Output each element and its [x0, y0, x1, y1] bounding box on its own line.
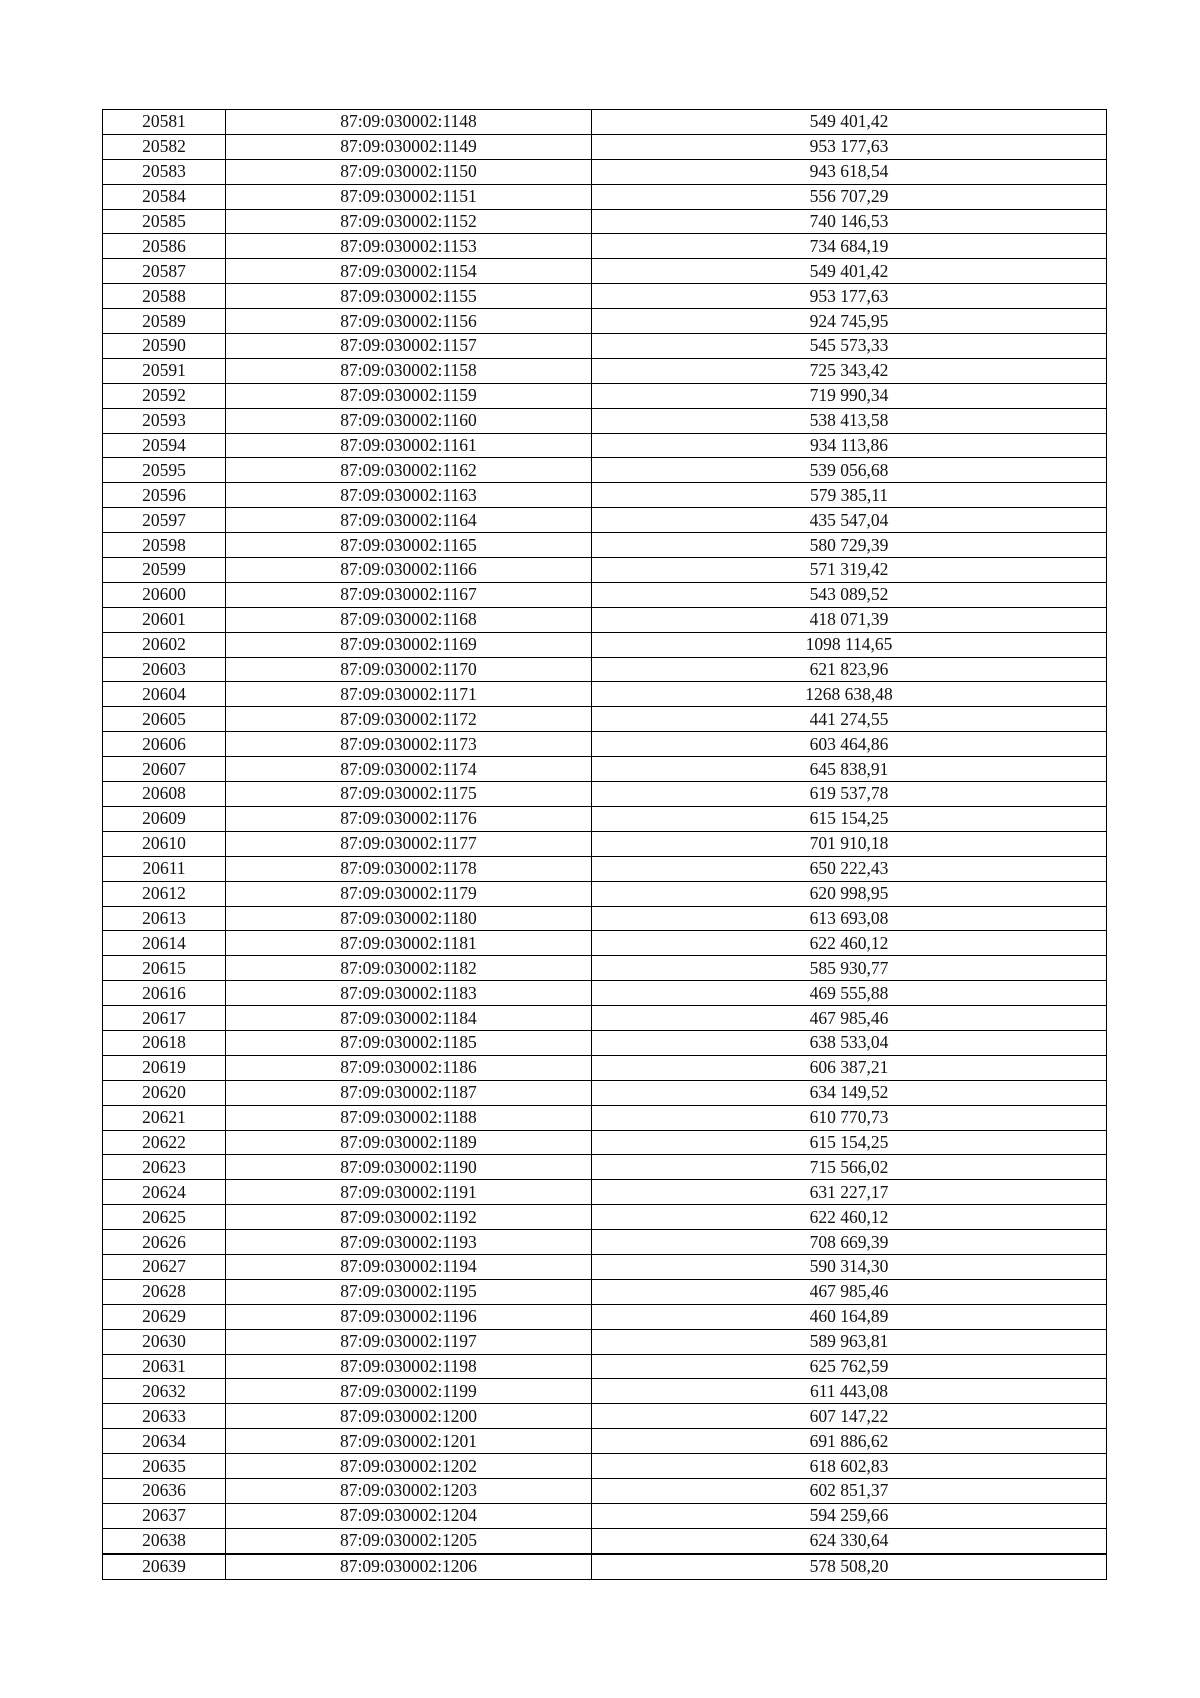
table-row — [103, 1030, 1107, 1055]
cadastral-value-cell: 953 177,63 — [592, 134, 1107, 159]
row-number-cell: 20600 — [103, 582, 226, 607]
cadastral-number-cell: 87:09:030002:1177 — [226, 831, 592, 856]
cadastral-value-cell: 615 154,25 — [592, 1130, 1107, 1155]
table-row — [103, 533, 1107, 558]
cadastral-value-cell: 467 985,46 — [592, 1006, 1107, 1031]
cadastral-value-cell: 943 618,54 — [592, 159, 1107, 184]
row-number-cell: 20618 — [103, 1030, 226, 1055]
cadastral-number-cell: 87:09:030002:1156 — [226, 309, 592, 334]
cadastral-number-cell: 87:09:030002:1175 — [226, 782, 592, 807]
cadastral-number-cell: 87:09:030002:1148 — [226, 110, 592, 135]
table-row — [103, 1354, 1107, 1379]
cadastral-value-cell: 611 443,08 — [592, 1379, 1107, 1404]
cadastral-number-cell: 87:09:030002:1203 — [226, 1478, 592, 1503]
table-row — [103, 981, 1107, 1006]
table-row — [103, 309, 1107, 334]
cadastral-value-cell: 619 537,78 — [592, 782, 1107, 807]
cadastral-value-cell: 621 823,96 — [592, 657, 1107, 682]
cadastral-value-cell: 578 508,20 — [592, 1554, 1107, 1579]
row-number-cell: 20615 — [103, 956, 226, 981]
cadastral-number-cell: 87:09:030002:1164 — [226, 508, 592, 533]
table-row — [103, 856, 1107, 881]
row-number-cell: 20584 — [103, 184, 226, 209]
cadastral-value-cell: 691 886,62 — [592, 1429, 1107, 1454]
cadastral-value-cell: 418 071,39 — [592, 607, 1107, 632]
cadastral-value-cell: 580 729,39 — [592, 533, 1107, 558]
row-number-cell: 20628 — [103, 1279, 226, 1304]
table-row — [103, 1130, 1107, 1155]
row-number-cell: 20630 — [103, 1329, 226, 1354]
table-row — [103, 134, 1107, 159]
table-row — [103, 408, 1107, 433]
cadastral-value-cell: 719 990,34 — [592, 383, 1107, 408]
cadastral-value-cell: 435 547,04 — [592, 508, 1107, 533]
row-number-cell: 20634 — [103, 1429, 226, 1454]
cadastral-value-cell: 645 838,91 — [592, 757, 1107, 782]
table-row — [103, 358, 1107, 383]
cadastral-value-cell: 624 330,64 — [592, 1528, 1107, 1553]
cadastral-number-cell: 87:09:030002:1157 — [226, 334, 592, 359]
row-number-cell: 20583 — [103, 159, 226, 184]
cadastral-value-cell: 701 910,18 — [592, 831, 1107, 856]
cadastral-number-cell: 87:09:030002:1199 — [226, 1379, 592, 1404]
table-row — [103, 1180, 1107, 1205]
table-row — [103, 1503, 1107, 1528]
cadastral-value-cell: 1098 114,65 — [592, 632, 1107, 657]
cadastral-value-cell: 734 684,19 — [592, 234, 1107, 259]
table-row — [103, 1205, 1107, 1230]
cadastral-value-cell: 545 573,33 — [592, 334, 1107, 359]
cadastral-value-cell: 590 314,30 — [592, 1254, 1107, 1279]
table-row — [103, 110, 1107, 135]
table-row — [103, 1155, 1107, 1180]
table-row — [103, 1528, 1107, 1553]
cadastral-number-cell: 87:09:030002:1171 — [226, 682, 592, 707]
cadastral-value-cell: 467 985,46 — [592, 1279, 1107, 1304]
cadastral-number-cell: 87:09:030002:1198 — [226, 1354, 592, 1379]
table-row — [103, 931, 1107, 956]
cadastral-number-cell: 87:09:030002:1159 — [226, 383, 592, 408]
row-number-cell: 20598 — [103, 533, 226, 558]
cadastral-number-cell: 87:09:030002:1174 — [226, 757, 592, 782]
cadastral-value-cell: 740 146,53 — [592, 209, 1107, 234]
cadastral-number-cell: 87:09:030002:1202 — [226, 1454, 592, 1479]
cadastral-value-cell: 631 227,17 — [592, 1180, 1107, 1205]
cadastral-value-cell: 579 385,11 — [592, 483, 1107, 508]
cadastral-number-cell: 87:09:030002:1154 — [226, 259, 592, 284]
cadastral-number-cell: 87:09:030002:1176 — [226, 806, 592, 831]
table-row — [103, 259, 1107, 284]
cadastral-number-cell: 87:09:030002:1168 — [226, 607, 592, 632]
cadastral-number-cell: 87:09:030002:1180 — [226, 906, 592, 931]
cadastral-value-cell: 539 056,68 — [592, 458, 1107, 483]
cadastral-number-cell: 87:09:030002:1182 — [226, 956, 592, 981]
cadastral-value-cell: 607 147,22 — [592, 1404, 1107, 1429]
row-number-cell: 20619 — [103, 1055, 226, 1080]
cadastral-number-cell: 87:09:030002:1183 — [226, 981, 592, 1006]
table-row — [103, 1478, 1107, 1503]
cadastral-value-cell: 1268 638,48 — [592, 682, 1107, 707]
row-number-cell: 20621 — [103, 1105, 226, 1130]
table-row — [103, 707, 1107, 732]
row-number-cell: 20595 — [103, 458, 226, 483]
cadastral-value-cell: 622 460,12 — [592, 1205, 1107, 1230]
table-row — [103, 1230, 1107, 1255]
cadastral-value-cell: 538 413,58 — [592, 408, 1107, 433]
row-number-cell: 20610 — [103, 831, 226, 856]
cadastral-value-cell: 934 113,86 — [592, 433, 1107, 458]
cadastral-value-cell: 441 274,55 — [592, 707, 1107, 732]
row-number-cell: 20593 — [103, 408, 226, 433]
cadastral-value-cell: 594 259,66 — [592, 1503, 1107, 1528]
row-number-cell: 20609 — [103, 806, 226, 831]
cadastral-number-cell: 87:09:030002:1197 — [226, 1329, 592, 1354]
table-row — [103, 732, 1107, 757]
cadastral-number-cell: 87:09:030002:1192 — [226, 1205, 592, 1230]
cadastral-value-cell: 610 770,73 — [592, 1105, 1107, 1130]
cadastral-number-cell: 87:09:030002:1163 — [226, 483, 592, 508]
row-number-cell: 20607 — [103, 757, 226, 782]
row-number-cell: 20597 — [103, 508, 226, 533]
cadastral-number-cell: 87:09:030002:1155 — [226, 284, 592, 309]
table-row — [103, 657, 1107, 682]
row-number-cell: 20589 — [103, 309, 226, 334]
cadastral-value-cell: 606 387,21 — [592, 1055, 1107, 1080]
row-number-cell: 20603 — [103, 657, 226, 682]
cadastral-number-cell: 87:09:030002:1187 — [226, 1080, 592, 1105]
cadastral-value-cell: 715 566,02 — [592, 1155, 1107, 1180]
row-number-cell: 20633 — [103, 1404, 226, 1429]
table-row — [103, 1554, 1107, 1579]
row-number-cell: 20611 — [103, 856, 226, 881]
cadastral-number-cell: 87:09:030002:1196 — [226, 1304, 592, 1329]
row-number-cell: 20588 — [103, 284, 226, 309]
table-row — [103, 906, 1107, 931]
row-number-cell: 20586 — [103, 234, 226, 259]
table-row — [103, 1379, 1107, 1404]
cadastral-number-cell: 87:09:030002:1201 — [226, 1429, 592, 1454]
cadastral-value-cell: 585 930,77 — [592, 956, 1107, 981]
row-number-cell: 20581 — [103, 110, 226, 135]
row-number-cell: 20638 — [103, 1528, 226, 1553]
row-number-cell: 20626 — [103, 1230, 226, 1255]
row-number-cell: 20635 — [103, 1454, 226, 1479]
row-number-cell: 20602 — [103, 632, 226, 657]
cadastral-value-cell: 708 669,39 — [592, 1230, 1107, 1255]
cadastral-value-cell: 638 533,04 — [592, 1030, 1107, 1055]
cadastral-number-cell: 87:09:030002:1185 — [226, 1030, 592, 1055]
cadastral-number-cell: 87:09:030002:1204 — [226, 1503, 592, 1528]
table-row — [103, 209, 1107, 234]
cadastral-number-cell: 87:09:030002:1195 — [226, 1279, 592, 1304]
table-row — [103, 1254, 1107, 1279]
row-number-cell: 20613 — [103, 906, 226, 931]
table-row — [103, 1080, 1107, 1105]
row-number-cell: 20639 — [103, 1554, 226, 1579]
table-row — [103, 682, 1107, 707]
table-row — [103, 806, 1107, 831]
cadastral-value-cell: 469 555,88 — [592, 981, 1107, 1006]
cadastral-value-cell: 650 222,43 — [592, 856, 1107, 881]
table-row — [103, 782, 1107, 807]
table-row — [103, 1055, 1107, 1080]
row-number-cell: 20623 — [103, 1155, 226, 1180]
table-row — [103, 1105, 1107, 1130]
table-row — [103, 1304, 1107, 1329]
row-number-cell: 20606 — [103, 732, 226, 757]
row-number-cell: 20616 — [103, 981, 226, 1006]
cadastral-number-cell: 87:09:030002:1206 — [226, 1554, 592, 1579]
cadastral-number-cell: 87:09:030002:1166 — [226, 558, 592, 583]
table-row — [103, 1006, 1107, 1031]
row-number-cell: 20591 — [103, 358, 226, 383]
cadastral-number-cell: 87:09:030002:1153 — [226, 234, 592, 259]
table-row — [103, 159, 1107, 184]
cadastral-number-cell: 87:09:030002:1205 — [226, 1528, 592, 1553]
cadastral-value-cell: 549 401,42 — [592, 110, 1107, 135]
cadastral-number-cell: 87:09:030002:1152 — [226, 209, 592, 234]
row-number-cell: 20637 — [103, 1503, 226, 1528]
cadastral-number-cell: 87:09:030002:1150 — [226, 159, 592, 184]
table-row — [103, 383, 1107, 408]
table-row — [103, 956, 1107, 981]
row-number-cell: 20617 — [103, 1006, 226, 1031]
cadastral-value-table — [102, 109, 1107, 1580]
cadastral-value-cell: 613 693,08 — [592, 906, 1107, 931]
cadastral-value-cell: 625 762,59 — [592, 1354, 1107, 1379]
cadastral-value-cell: 924 745,95 — [592, 309, 1107, 334]
row-number-cell: 20627 — [103, 1254, 226, 1279]
cadastral-number-cell: 87:09:030002:1194 — [226, 1254, 592, 1279]
row-number-cell: 20592 — [103, 383, 226, 408]
table-row — [103, 881, 1107, 906]
table-row — [103, 458, 1107, 483]
cadastral-number-cell: 87:09:030002:1158 — [226, 358, 592, 383]
row-number-cell: 20614 — [103, 931, 226, 956]
table-row — [103, 184, 1107, 209]
cadastral-value-cell: 615 154,25 — [592, 806, 1107, 831]
row-number-cell: 20612 — [103, 881, 226, 906]
row-number-cell: 20631 — [103, 1354, 226, 1379]
cadastral-value-cell: 556 707,29 — [592, 184, 1107, 209]
table-row — [103, 1329, 1107, 1354]
cadastral-value-cell: 543 089,52 — [592, 582, 1107, 607]
row-number-cell: 20587 — [103, 259, 226, 284]
table-row — [103, 582, 1107, 607]
table-row — [103, 284, 1107, 309]
cadastral-number-cell: 87:09:030002:1162 — [226, 458, 592, 483]
row-number-cell: 20590 — [103, 334, 226, 359]
row-number-cell: 20599 — [103, 558, 226, 583]
table-row — [103, 234, 1107, 259]
cadastral-number-cell: 87:09:030002:1193 — [226, 1230, 592, 1255]
cadastral-number-cell: 87:09:030002:1149 — [226, 134, 592, 159]
row-number-cell: 20622 — [103, 1130, 226, 1155]
cadastral-number-cell: 87:09:030002:1191 — [226, 1180, 592, 1205]
row-number-cell: 20601 — [103, 607, 226, 632]
table-row — [103, 334, 1107, 359]
cadastral-value-cell: 602 851,37 — [592, 1478, 1107, 1503]
cadastral-number-cell: 87:09:030002:1169 — [226, 632, 592, 657]
table-row — [103, 1454, 1107, 1479]
table-row — [103, 831, 1107, 856]
cadastral-number-cell: 87:09:030002:1179 — [226, 881, 592, 906]
table-row — [103, 1429, 1107, 1454]
table-row — [103, 1279, 1107, 1304]
cadastral-value-cell: 620 998,95 — [592, 881, 1107, 906]
cadastral-number-cell: 87:09:030002:1181 — [226, 931, 592, 956]
row-number-cell: 20625 — [103, 1205, 226, 1230]
table-row — [103, 632, 1107, 657]
table-row — [103, 483, 1107, 508]
cadastral-number-cell: 87:09:030002:1178 — [226, 856, 592, 881]
row-number-cell: 20594 — [103, 433, 226, 458]
row-number-cell: 20629 — [103, 1304, 226, 1329]
table-row — [103, 1404, 1107, 1429]
cadastral-number-cell: 87:09:030002:1186 — [226, 1055, 592, 1080]
cadastral-number-cell: 87:09:030002:1161 — [226, 433, 592, 458]
cadastral-value-cell: 589 963,81 — [592, 1329, 1107, 1354]
row-number-cell: 20636 — [103, 1478, 226, 1503]
row-number-cell: 20632 — [103, 1379, 226, 1404]
cadastral-number-cell: 87:09:030002:1172 — [226, 707, 592, 732]
table-row — [103, 433, 1107, 458]
cadastral-number-cell: 87:09:030002:1170 — [226, 657, 592, 682]
table-body — [103, 110, 1107, 1580]
cadastral-number-cell: 87:09:030002:1184 — [226, 1006, 592, 1031]
cadastral-value-cell: 618 602,83 — [592, 1454, 1107, 1479]
row-number-cell: 20605 — [103, 707, 226, 732]
cadastral-value-cell: 725 343,42 — [592, 358, 1107, 383]
cadastral-value-cell: 460 164,89 — [592, 1304, 1107, 1329]
cadastral-number-cell: 87:09:030002:1188 — [226, 1105, 592, 1130]
row-number-cell: 20596 — [103, 483, 226, 508]
row-number-cell: 20620 — [103, 1080, 226, 1105]
cadastral-number-cell: 87:09:030002:1151 — [226, 184, 592, 209]
row-number-cell: 20624 — [103, 1180, 226, 1205]
cadastral-number-cell: 87:09:030002:1165 — [226, 533, 592, 558]
table-row — [103, 508, 1107, 533]
cadastral-value-cell: 953 177,63 — [592, 284, 1107, 309]
cadastral-value-cell: 603 464,86 — [592, 732, 1107, 757]
cadastral-number-cell: 87:09:030002:1189 — [226, 1130, 592, 1155]
cadastral-number-cell: 87:09:030002:1200 — [226, 1404, 592, 1429]
cadastral-number-cell: 87:09:030002:1173 — [226, 732, 592, 757]
row-number-cell: 20582 — [103, 134, 226, 159]
cadastral-value-cell: 571 319,42 — [592, 558, 1107, 583]
cadastral-number-cell: 87:09:030002:1167 — [226, 582, 592, 607]
table-row — [103, 607, 1107, 632]
row-number-cell: 20608 — [103, 782, 226, 807]
cadastral-value-cell: 634 149,52 — [592, 1080, 1107, 1105]
table-row — [103, 558, 1107, 583]
cadastral-number-cell: 87:09:030002:1190 — [226, 1155, 592, 1180]
table-row — [103, 757, 1107, 782]
cadastral-value-cell: 549 401,42 — [592, 259, 1107, 284]
cadastral-value-cell: 622 460,12 — [592, 931, 1107, 956]
row-number-cell: 20604 — [103, 682, 226, 707]
cadastral-number-cell: 87:09:030002:1160 — [226, 408, 592, 433]
row-number-cell: 20585 — [103, 209, 226, 234]
